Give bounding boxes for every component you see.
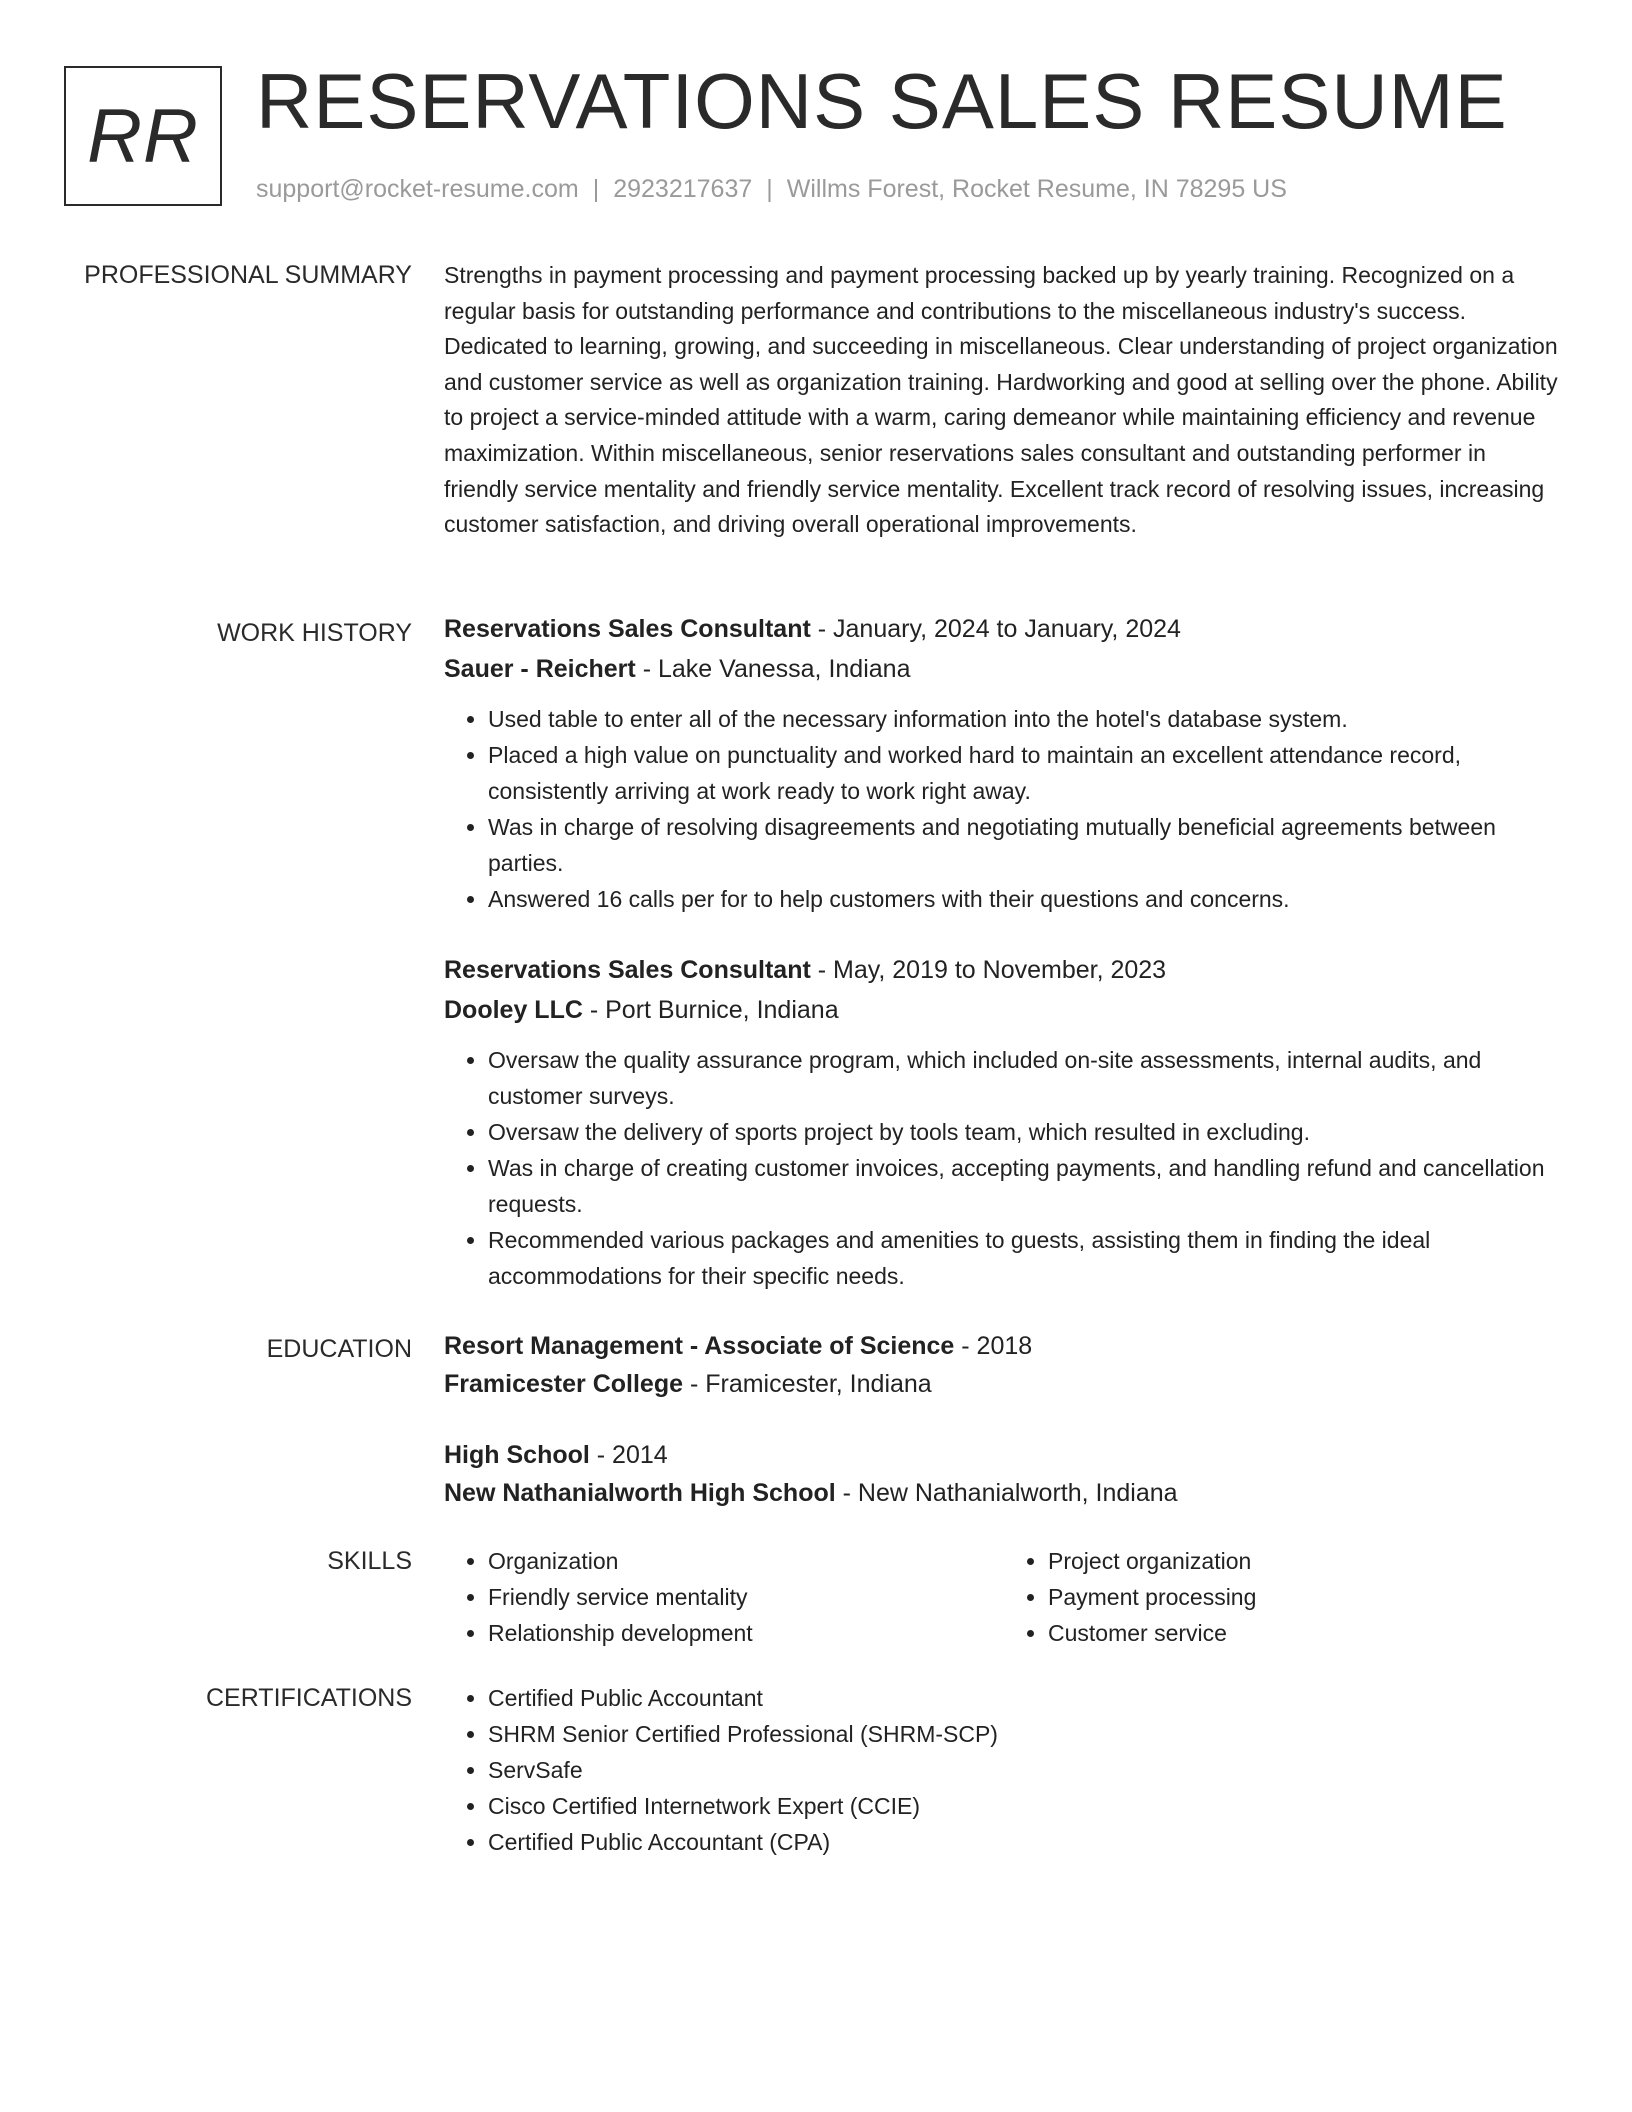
education-school: Framicester College <box>444 1370 683 1398</box>
skill-item: • Project organization <box>1048 1543 1564 1579</box>
resume-title: RESERVATIONS SALES RESUME <box>256 57 1508 145</box>
job-title: Reservations Sales Consultant <box>444 956 811 984</box>
monogram-logo: RR <box>64 66 222 206</box>
education-degree: High School <box>444 1441 590 1469</box>
skills-list-left <box>444 1543 1004 1651</box>
contact-separator: | <box>592 175 600 203</box>
job-bullets <box>444 701 1564 917</box>
job-company-line <box>444 990 1564 1030</box>
certifications-list <box>444 1680 1564 1860</box>
education-school-line <box>444 1474 1564 1512</box>
job-dates: - May, 2019 to November, 2023 <box>810 956 1167 984</box>
certifications-body <box>444 1680 1564 1860</box>
job-title-line <box>444 950 1564 990</box>
skill-item: • Payment processing <box>1048 1579 1564 1615</box>
certification-item: • Certified Public Accountant (CPA) <box>488 1824 1564 1860</box>
education-entry <box>444 1327 1564 1403</box>
certification-item: • ServSafe <box>488 1752 1564 1788</box>
skill-item: • Relationship development <box>488 1615 1004 1651</box>
job-title-line <box>444 609 1564 649</box>
job-bullet: • Recommended various packages and amenities to guests, assisting them in finding the ideal accommodations for their specific needs. <box>488 1222 1564 1294</box>
job-company: Sauer - Reichert <box>444 655 636 683</box>
education-degree: Resort Management - Associate of Science <box>444 1332 955 1360</box>
skills-heading: SKILLS <box>327 1547 412 1575</box>
job-bullet: • Answered 16 calls per for to help customers with their questions and concerns. <box>488 881 1564 917</box>
certification-item: • Cisco Certified Internetwork Expert (CCIE) <box>488 1788 1564 1824</box>
job-location: - Port Burnice, Indiana <box>582 996 839 1024</box>
education-year: - 2018 <box>954 1332 1033 1360</box>
skill-item: • Customer service <box>1048 1615 1564 1651</box>
job-company-line <box>444 649 1564 689</box>
education-degree-line <box>444 1327 1564 1365</box>
skill-item: • Organization <box>488 1543 1004 1579</box>
job-location: - Lake Vanessa, Indiana <box>635 655 911 683</box>
work-history-heading: WORK HISTORY <box>217 619 412 647</box>
contact-separator: | <box>766 175 773 203</box>
job-company: Dooley LLC <box>444 996 583 1024</box>
education-location: - Framicester, Indiana <box>683 1370 932 1398</box>
job-bullet: • Oversaw the quality assurance program, which included on-site assessments, internal audits, and customer surveys. <box>488 1042 1564 1114</box>
skills-columns <box>444 1543 1564 1651</box>
education-school-line <box>444 1365 1564 1403</box>
job-bullet: • Was in charge of resolving disagreements and negotiating mutually beneficial agreements between parties. <box>488 809 1564 881</box>
summary-text: Strengths in payment processing and payment processing backed up by yearly training. Recognized on a regular basis for outstanding performance and contributions to the miscellaneous industry's success. Dedicated to learning, growing, and succeeding in miscellaneous. Clear understanding of project organization and customer service as well as organization training. Hardworking and good at selling over the phone. Ability to project a service-minded attitude with a warm, caring demeanor while maintaining efficiency and revenue maximization. Within miscellaneous, senior reservations sales consultant and outstanding performer in friendly service mentality and friendly service mentality. Excellent track record of resolving issues, increasing customer satisfaction, and driving overall operational improvements. <box>444 262 1558 538</box>
education-heading: EDUCATION <box>266 1335 412 1363</box>
job-bullet: • Placed a high value on punctuality and worked hard to maintain an excellent attendance record, consistently arriving at work ready to work right away. <box>488 737 1564 809</box>
skill-item: • Friendly service mentality <box>488 1579 1004 1615</box>
job-bullet: • Was in charge of creating customer invoices, accepting payments, and handling refund and cancellation requests. <box>488 1150 1564 1222</box>
contact-address: Willms Forest, Rocket Resume, IN 78295 US <box>786 175 1287 203</box>
education-location: - New Nathanialworth, Indiana <box>835 1479 1178 1507</box>
summary-body <box>444 258 1564 543</box>
skills-body <box>444 1543 1564 1651</box>
job-title: Reservations Sales Consultant <box>444 615 811 643</box>
certification-item: • SHRM Senior Certified Professional (SHRM-SCP) <box>488 1716 1564 1752</box>
contact-phone: 2923217637 <box>613 175 753 203</box>
skills-list-right <box>1004 1543 1564 1651</box>
certifications-heading: CERTIFICATIONS <box>205 1684 412 1712</box>
education-school: New Nathanialworth High School <box>444 1479 836 1507</box>
job-bullet: • Oversaw the delivery of sports project by tools team, which resulted in excluding. <box>488 1114 1564 1150</box>
work-history-body <box>444 609 1564 1309</box>
job-bullets <box>444 1042 1564 1294</box>
education-year: - 2014 <box>589 1441 668 1469</box>
education-entry <box>444 1436 1564 1512</box>
job-entry <box>444 609 1564 917</box>
job-dates: - January, 2024 to January, 2024 <box>810 615 1181 643</box>
contact-line <box>256 174 1287 204</box>
certification-item: • Certified Public Accountant <box>488 1680 1564 1716</box>
contact-email: support@rocket-resume.com <box>256 175 579 203</box>
summary-heading: PROFESSIONAL SUMMARY <box>84 261 412 289</box>
job-entry <box>444 950 1564 1294</box>
education-degree-line <box>444 1436 1564 1474</box>
job-bullet: • Used table to enter all of the necessary information into the hotel's database system. <box>488 701 1564 737</box>
education-body <box>444 1327 1564 1512</box>
